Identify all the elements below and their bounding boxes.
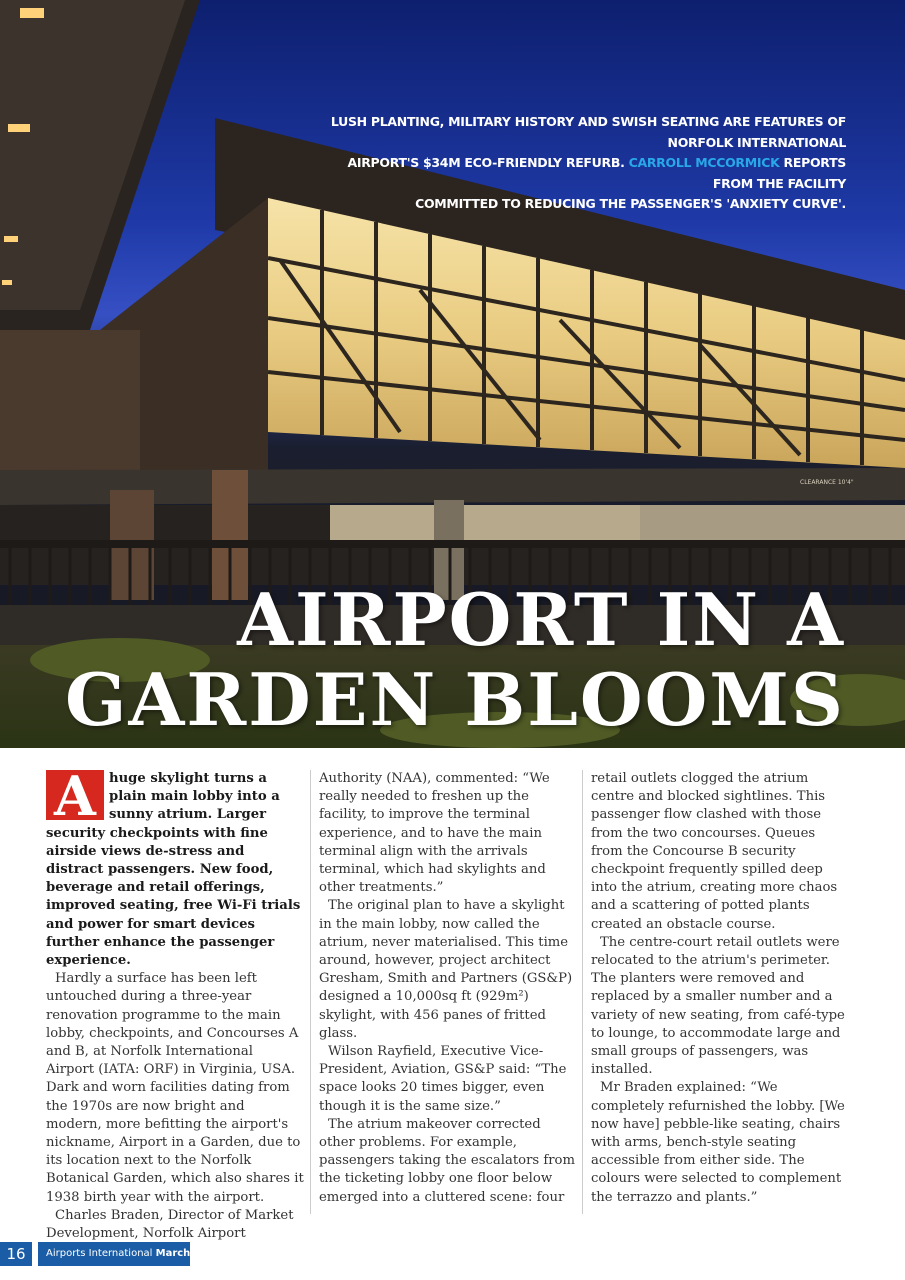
body-paragraph: The centre-court retail outlets were relocated to the atrium's perimeter. The planters were removed and replaced by a smaller number and a variety of new seating, from café-type to lounge, to accommodate large and small groups of passengers, was installed. xyxy=(591,934,845,1078)
headline-line-2: GARDEN BLOOMS xyxy=(65,657,845,742)
standfirst-line-2: AIRPORT'S $34M ECO-FRIENDLY REFURB. xyxy=(347,155,625,170)
body-paragraph: Charles Braden, Director of Market Development, Norfolk Airport xyxy=(46,1207,294,1242)
column-divider xyxy=(310,770,311,1214)
author-name: CARROLL MCCORMICK xyxy=(628,155,780,170)
body-paragraph: Authority (NAA), commented: “We really needed to freshen up the facility, to improve the terminal experience, and to have the main terminal align with the arrivals terminal, which had skylights and other treatments.” xyxy=(319,771,550,896)
standfirst-line-1: LUSH PLANTING, MILITARY HISTORY AND SWISH SEATING ARE FEATURES OF NORFOLK INTERNATIONAL xyxy=(330,114,846,150)
standfirst-line-3: COMMITTED TO REDUCING THE PASSENGER'S 'ANXIETY CURVE'. xyxy=(415,196,846,211)
standfirst xyxy=(326,112,846,215)
drop-cap: A xyxy=(46,770,104,820)
publication-footer xyxy=(38,1242,222,1266)
article-column-1 xyxy=(46,764,304,1243)
column-divider xyxy=(582,770,583,1214)
body-paragraph: The original plan to have a skylight in the main lobby, now called the atrium, never materialised. This time around, however, project architect Gresham, Smith and Partners (GS&P) designed a 10,000sq ft (929m²) skylight, with 456 panes of fritted glass. xyxy=(319,898,573,1041)
body-paragraph: Hardly a surface has been left untouched during a three-year renovation programme to the main lobby, checkpoints, and Concourses A and B, at Norfolk International Airport (IATA: ORF) in Virginia, USA. Dark and worn facilities dating from the 1970s are now bright and modern, more befitting the airport's nickname, Airport in a Garden, due to its location next to the Norfolk Botanical Garden, which also shares it 1938 birth year with the airport. xyxy=(46,971,304,1205)
article-column-3 xyxy=(591,770,849,1207)
standfirst-line-2-rest: REPORTS FROM THE FACILITY xyxy=(712,155,846,191)
body-paragraph: The atrium makeover corrected other problems. For example, passengers taking the escalators from the ticketing lobby one floor below emerged into a cluttered scene: four xyxy=(319,1116,575,1205)
issue-date: March 2017 xyxy=(155,1248,222,1259)
lead-paragraph: huge skylight turns a plain main lobby into a sunny atrium. Larger security checkpoints with fine airside views de-stress and distract passengers. New food, beverage and retail offerings, improved seating, free Wi-Fi trials and power for smart devices further enhance the passenger experience. xyxy=(46,771,301,969)
body-paragraph: Mr Braden explained: “We completely refurnished the lobby. [We now have] pebble-like seating, chairs with arms, bench-style seating accessible from either side. The colours were selected to complement the terrazzo and plants.” xyxy=(591,1080,845,1205)
headline xyxy=(65,577,845,742)
clearance-sign: CLEARANCE 10'4" xyxy=(800,479,854,486)
publication-name: Airports International xyxy=(46,1248,156,1259)
headline-line-1: AIRPORT IN A xyxy=(237,577,845,662)
body-paragraph: Wilson Rayfield, Executive Vice-President, Aviation, GS&P said: “The space looks 20 times bigger, even though it is the same size.” xyxy=(319,1044,567,1114)
body-paragraph: retail outlets clogged the atrium centre and blocked sightlines. This passenger flow clashed with those from the two concourses. Queues from the Concourse B security checkpoint frequently spilled deep into the atrium, creating more chaos and a scattering of potted plants created an obstacle course. xyxy=(591,771,838,932)
article-column-2 xyxy=(319,770,575,1207)
page-number: 16 xyxy=(0,1242,32,1266)
